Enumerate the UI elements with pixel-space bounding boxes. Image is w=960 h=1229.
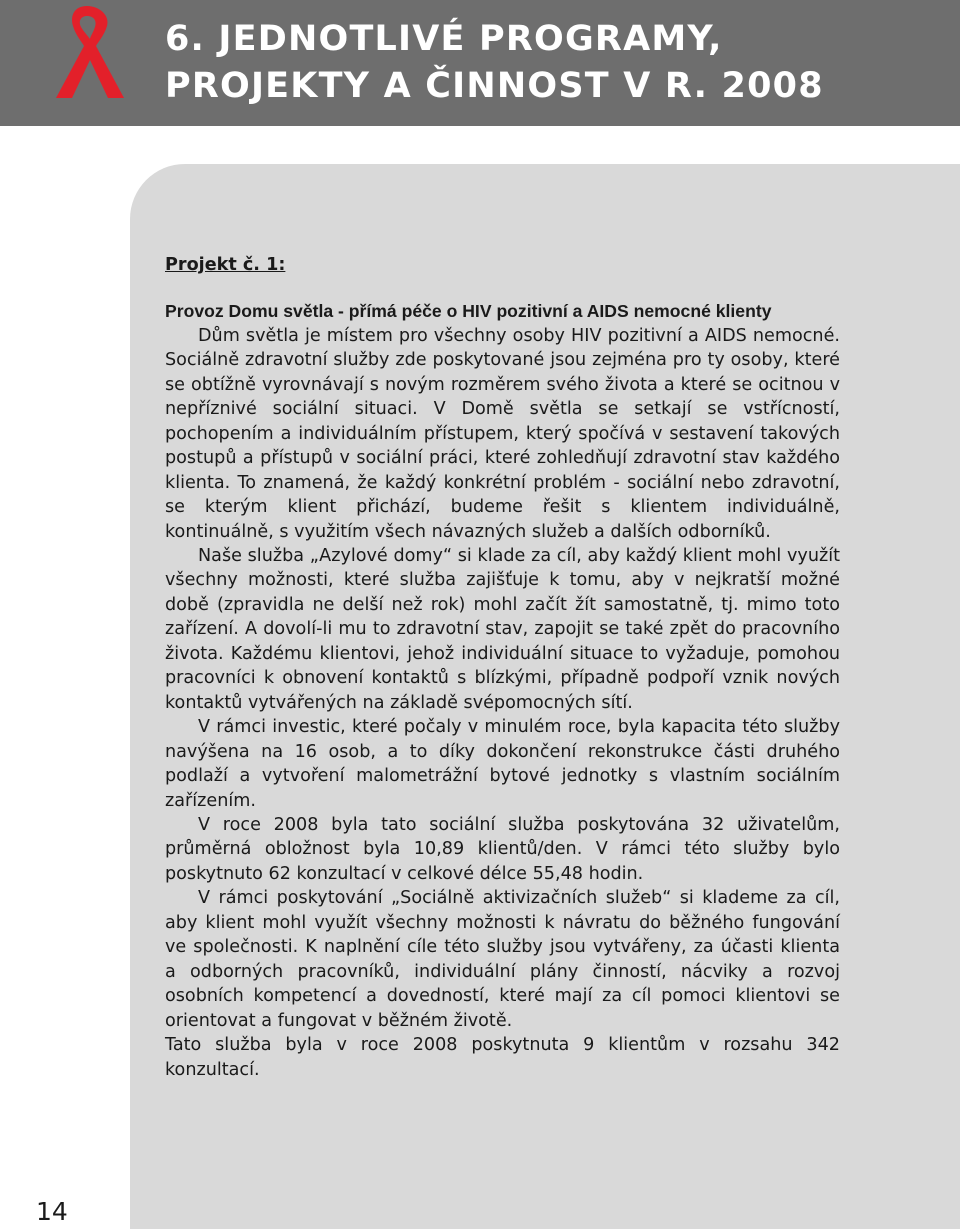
- project-title: Provoz Domu světla - přímá péče o HIV pozitivní a AIDS nemocné klienty: [165, 301, 772, 322]
- paragraph-3: V rámci investic, které počaly v minulém roce, byla kapacita této služby navýšena na 16 osob, a to díky dokončení rekonstrukce části druhého podlaží a vytvoření malometrážní bytové jednotky s vlastním sociálním zařízením.: [165, 717, 840, 811]
- paragraph-4: V roce 2008 byla tato sociální služba poskytována 32 uživatelům, průměrná obložnost byla 10,89 klientů/den. V rámci této služby bylo poskytnuto 62 konzultací v celkové délce 55,48 hodin.: [165, 814, 840, 884]
- header-band: [0, 0, 960, 126]
- page-title: [165, 16, 824, 110]
- paragraph-5: V rámci poskytování „Sociálně aktivizačních služeb“ si klademe za cíl, aby klient mohl využít všechny možnosti k návratu do běžného fungování ve společnosti. K naplnění cíle této služby jsou vytvářeny, za účasti klienta a odborných pracovníků, individuální plány činností, nácviky a rozvoj osobních kompetencí a dovedností, které mají za cíl pomoci klientovi se orientovat a fungovat v běžném životě.: [165, 888, 840, 1031]
- paragraph-6: Tato služba byla v roce 2008 poskytnuta 9 klientům v rozsahu 342 konzultací.: [165, 1035, 840, 1080]
- paragraph-2: Naše služba „Azylové domy“ si klade za cíl, aby každý klient mohl využít všechny možnosti, které služba zajišťuje k tomu, aby v nejkratší možné době (zpravidla ne delší než rok) mohl začít žít samostatně, tj. mimo toto zařízení. A dovolí-li mu to zdravotní stav, zapojit se také zpět do pracovního života. Každému klientovi, jehož individuální situace to vyžaduje, pomohou pracovníci k obnovení kontaktů s blízkými, případně podpoří vznik nových kontaktů vytvářených na základě svépomocných sítí.: [165, 545, 840, 713]
- left-margin: [0, 126, 130, 1229]
- paragraph-1: Dům světla je místem pro všechny osoby HIV pozitivní a AIDS nemocné. Sociálně zdravotní služby zde poskytované jsou zejména pro ty osoby, které se obtížně vyrovnávají s novým rozměrem svého života a které se ocitnou v nepříznivé sociální situaci. V Domě světla se setkají se vstřícností, pochopením a individuálním přístupem, který spočívá v sestavení takových postupů a přístupů v sociální práci, které zohledňují zdravotní stav každého klienta. To znamená, že každý konkrétní problém - sociální nebo zdravotní, se kterým klient přichází, budeme řešit s klientem individuálně, kontinuálně, s využitím všech návazných služeb a dalších odborníků.: [165, 325, 840, 542]
- page-title-line-1: 6. JEDNOTLIVÉ PROGRAMY,: [165, 19, 723, 59]
- page-number: 14: [36, 1197, 68, 1226]
- page-title-line-2: PROJEKTY A ČINNOST V R. 2008: [165, 66, 824, 106]
- project-content: [165, 253, 840, 1082]
- project-label: Projekt č. 1:: [165, 255, 286, 275]
- aids-red-ribbon-icon: [46, 2, 128, 102]
